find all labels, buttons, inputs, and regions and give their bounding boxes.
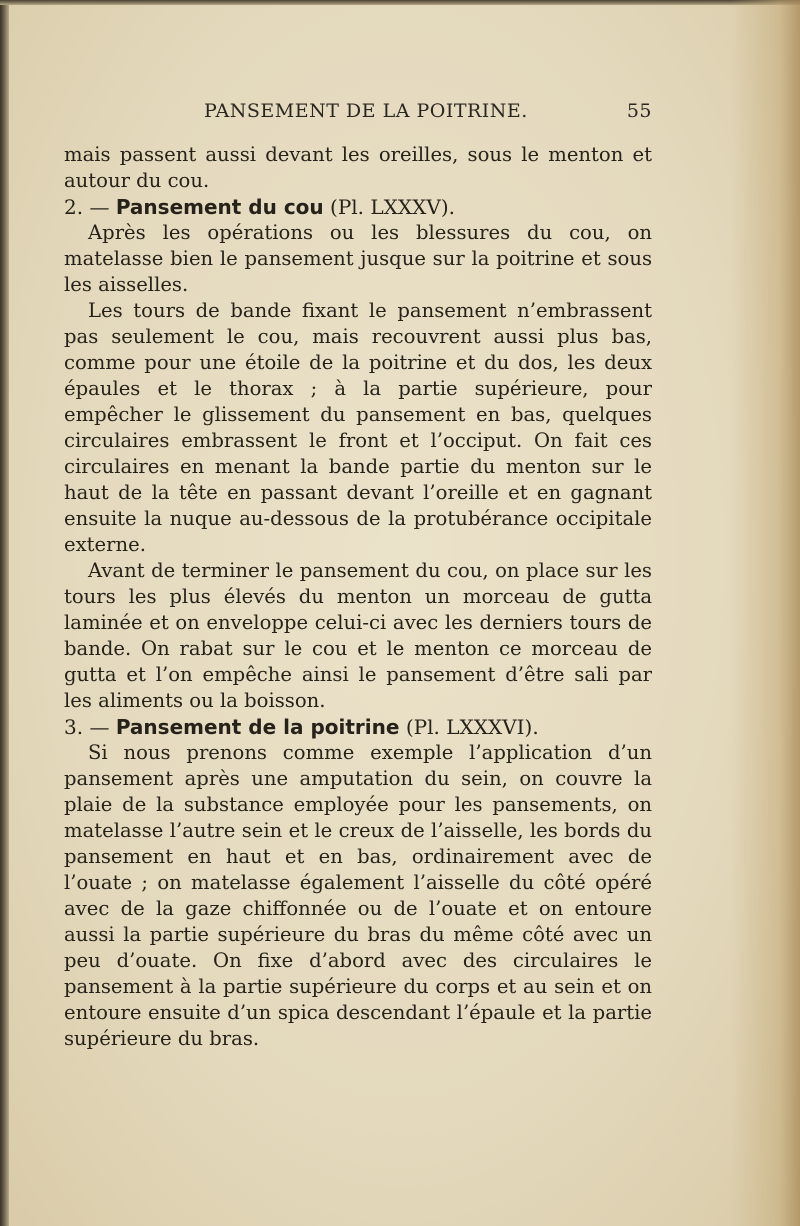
page-top-edge [0, 0, 800, 5]
page-right-stain [730, 0, 800, 1226]
text-block [64, 142, 652, 1052]
section-plate: (Pl. LXXXV). [330, 195, 455, 219]
running-head [64, 98, 652, 128]
paragraph: Avant de terminer le pansement du cou, on place sur les tours les plus élevés du menton un morceau de gutta laminée et on enveloppe celui-ci avec les derniers tours de bande. On rabat sur le cou et le menton ce morceau de gutta et l’on empêche ainsi le pansement d’être sali par les aliments ou la boisson. [64, 559, 652, 712]
section-number: 2. — [64, 195, 110, 219]
page-gutter-shadow [0, 0, 9, 1226]
section-heading-2 [64, 194, 652, 220]
section-plate: (Pl. LXXXVI). [405, 715, 539, 739]
running-title: PANSEMENT DE LA POITRINE. [204, 100, 528, 122]
paragraph: Après les opérations ou les blessures du cou, on matelasse bien le pansement jusque sur la poitrine et sous les aisselles. [64, 221, 652, 296]
section-title: Pansement de la poitrine [115, 715, 400, 739]
section-heading-3 [64, 714, 652, 740]
continuation-paragraph: mais passent aussi devant les oreilles, sous le menton et autour du cou. [64, 143, 652, 192]
page-number: 55 [626, 100, 652, 122]
paragraph: Si nous prenons comme exemple l’application d’un pansement après une amputation du sein, on couvre la plaie de la substance employée pour les pansements, on matelasse l’autre sein et le creux de l’aisselle, les bords du pansement en haut et en bas, ordinairement avec de l’ouate ; on matelasse également l’aisselle du côté opéré avec de la gaze chiffonnée ou de l’ouate et on entoure aussi la partie supérieure du bras du même côté avec un peu d’ouate. On fixe d’abord avec des circulaires le pansement à la partie supérieure du corps et au sein et on entoure ensuite d’un spica descendant l’épaule et la partie supérieure du bras. [64, 741, 652, 1050]
section-title: Pansement du cou [115, 195, 324, 219]
paragraph: Les tours de bande fixant le pansement n’embrassent pas seulement le cou, mais recouvrent aussi plus bas, comme pour une étoile de la poitrine et du dos, les deux épaules et le thorax ; à la partie supérieure, pour empêcher le glissement du pansement en bas, quelques circulaires embrassent le front et l’occiput. On fait ces circulaires en menant la bande partie du menton sur le haut de la tête en passant devant l’oreille et en gagnant ensuite la nuque au-dessous de la protubérance occipitale externe. [64, 299, 652, 556]
section-number: 3. — [64, 715, 110, 739]
